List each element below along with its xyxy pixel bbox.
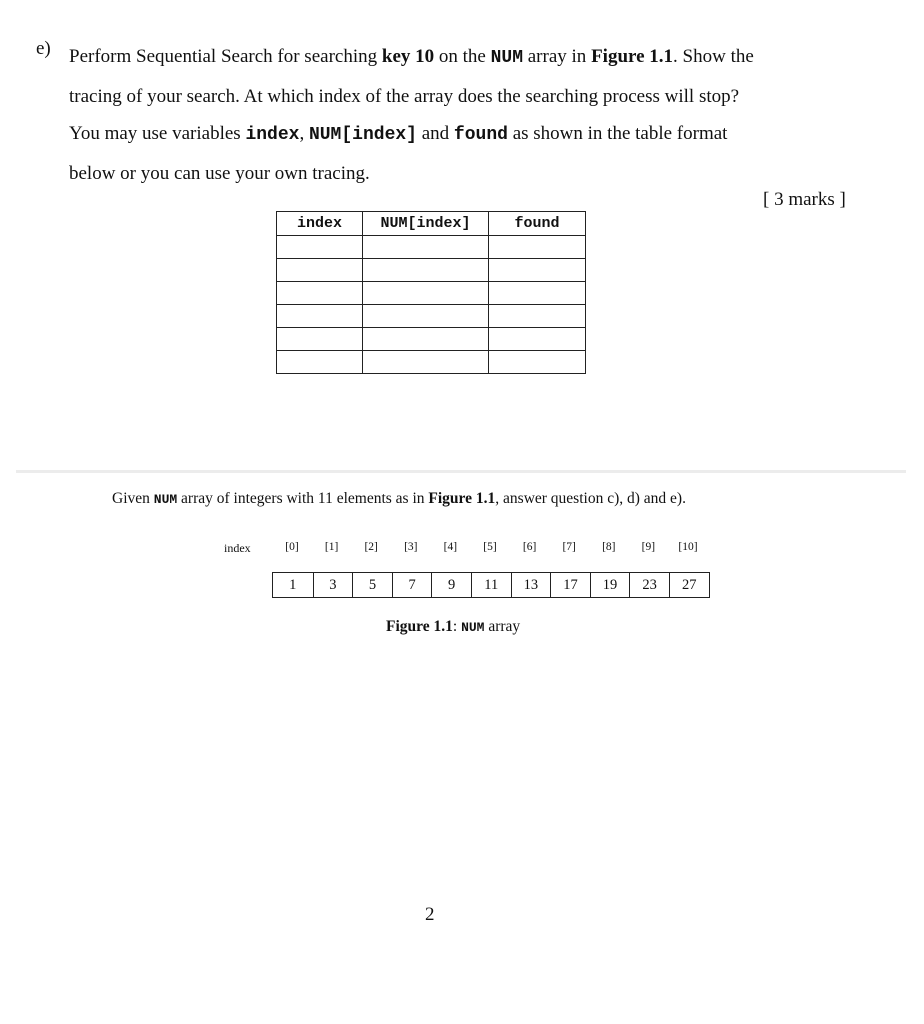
question-line-2: tracing of your search. At which index of the array does the searching process will stop?	[69, 85, 740, 107]
table-cell	[277, 351, 363, 374]
array-cell: 13	[511, 573, 551, 597]
table-cell	[277, 328, 363, 351]
table-cell	[363, 305, 489, 328]
table-cell	[363, 282, 489, 305]
array-cell: 1	[289, 577, 297, 593]
table-row	[277, 328, 586, 351]
table-cell	[489, 236, 586, 259]
question-line-1: Perform Sequential Search for searching key 10 on the NUM array in Figure 1.1. Show the	[69, 46, 754, 68]
marks-label: [ 3 marks ]	[763, 189, 846, 210]
header-index: index	[277, 212, 363, 236]
array-index: [2]	[364, 541, 378, 553]
header-found: found	[489, 212, 586, 236]
array-index-label: index	[224, 541, 251, 555]
page-number: 2	[425, 904, 435, 925]
table-cell	[489, 305, 586, 328]
array-cell: 17	[550, 573, 590, 597]
trace-table	[276, 211, 586, 374]
array-index: [6]	[522, 541, 537, 553]
question-line-3: You may use variables index, NUM[index] and found as shown in the table format	[69, 123, 728, 145]
section-divider	[16, 470, 906, 473]
table-cell	[277, 282, 363, 305]
table-cell	[363, 351, 489, 374]
question-line-4: below or you can use your own tracing.	[69, 162, 370, 184]
table-cell	[363, 328, 489, 351]
array-index: [0]	[285, 541, 299, 553]
question-label: e)	[36, 38, 51, 59]
table-row	[277, 351, 586, 374]
table-row	[277, 236, 586, 259]
header-num-index: NUM[index]	[363, 212, 489, 236]
question-text	[69, 38, 869, 192]
table-cell	[363, 259, 489, 282]
trace-table-header	[277, 212, 586, 236]
array-index: [9]	[641, 541, 656, 553]
table-cell	[277, 236, 363, 259]
array-index: [3]	[404, 541, 418, 553]
table-cell	[277, 305, 363, 328]
array-cell: 23	[629, 573, 669, 597]
array-cell: 9	[431, 573, 471, 597]
array-cell: 19	[590, 573, 630, 597]
table-cell	[277, 259, 363, 282]
table-cell	[489, 282, 586, 305]
array-cell: 5	[352, 573, 392, 597]
figure-caption: Figure 1.1: NUM array	[386, 618, 521, 635]
array-cell: 3	[313, 573, 353, 597]
array-index: [5]	[483, 541, 497, 553]
table-cell	[363, 236, 489, 259]
array-cell: 27	[669, 573, 709, 597]
array-cell: 11	[471, 573, 511, 597]
table-row	[277, 259, 586, 282]
array-index: [8]	[602, 541, 616, 553]
array-index: [1]	[324, 541, 339, 553]
array-index: [7]	[562, 541, 576, 553]
num-array	[272, 572, 710, 598]
given-statement: Given NUM array of integers with 11 elements as in Figure 1.1, answer question c), d) and e).	[112, 490, 686, 507]
table-cell	[489, 259, 586, 282]
array-cell: 7	[392, 573, 432, 597]
table-row	[277, 305, 586, 328]
table-cell	[489, 351, 586, 374]
array-index: [4]	[443, 541, 458, 553]
table-row	[277, 282, 586, 305]
array-index: [10]	[678, 541, 698, 553]
table-cell	[489, 328, 586, 351]
